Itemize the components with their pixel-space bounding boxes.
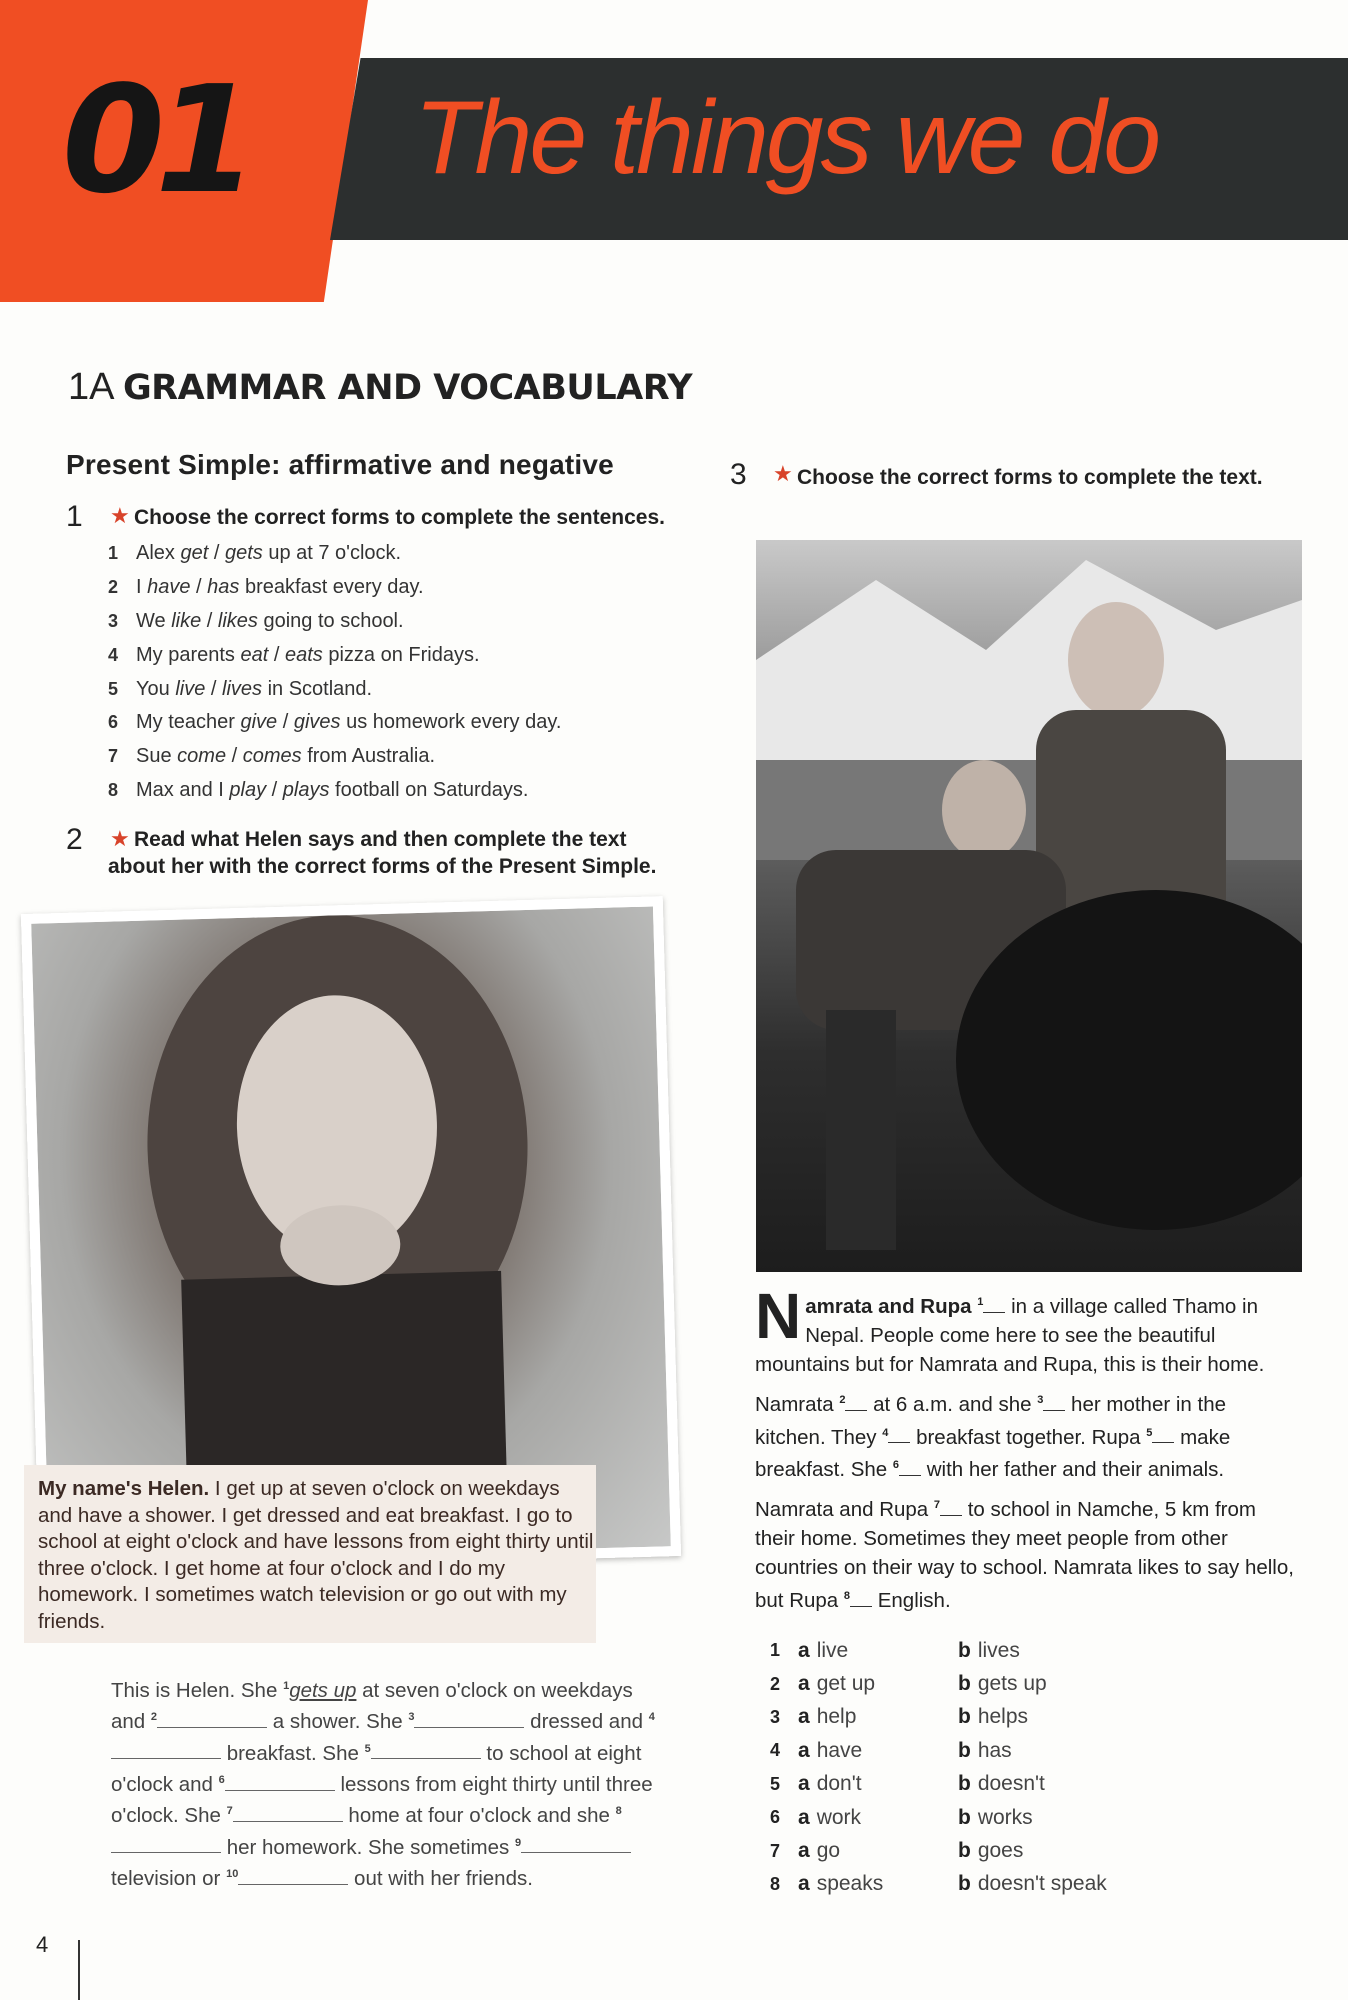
item-number: 4	[108, 644, 119, 665]
helen-quote-lead: My name's Helen.	[38, 1477, 210, 1500]
exercise-2-instruction-line-1: Read what Helen says and then complete the text	[134, 828, 627, 851]
option-number: 1	[770, 1640, 781, 1661]
example-answer: gets up	[289, 1678, 357, 1702]
page-number-rule	[78, 1940, 80, 2000]
story-text-part: to school in Namche, 5 km from their home. Sometimes they meet people from other countries on their way to school. Namrata likes to say hello, but Rupa	[755, 1498, 1294, 1612]
option-a[interactable]	[798, 1705, 958, 1729]
choice-option-1[interactable]: like	[171, 609, 202, 632]
option-b-text: helps	[977, 1705, 1029, 1729]
gap-1[interactable]	[983, 1296, 1005, 1313]
choice-separator: /	[277, 711, 294, 734]
option-a[interactable]	[798, 1739, 958, 1763]
item-number: 7	[108, 746, 119, 767]
exercise-3-number: 3	[730, 458, 747, 491]
sentence-suffix: breakfast every day.	[239, 576, 424, 599]
option-a[interactable]	[798, 1672, 958, 1696]
story-text-part: her mother in the kitchen. They	[755, 1392, 1227, 1449]
choice-option-2[interactable]: eats	[284, 643, 323, 666]
choice-option-2[interactable]: lives	[222, 677, 263, 700]
sentence-prefix: We	[136, 609, 172, 632]
sentence-item	[108, 706, 668, 740]
choice-option-2[interactable]: likes	[217, 609, 258, 632]
option-number: 2	[770, 1673, 781, 1694]
section-title: GRAMMAR AND VOCABULARY	[122, 368, 693, 408]
choice-separator: /	[268, 643, 285, 666]
choice-separator: /	[201, 609, 218, 632]
item-number: 2	[108, 577, 119, 598]
story-text-part: English.	[872, 1588, 951, 1612]
exercise-2-instruction-line-2: about her with the correct forms of the Present Simple.	[108, 855, 657, 878]
gap-text-part: television or	[111, 1866, 227, 1890]
option-b-text: gets up	[977, 1672, 1047, 1696]
exercise-3-instruction: Choose the correct forms to complete the text.	[797, 466, 1263, 489]
story-text-part: with her father and their animals.	[921, 1458, 1225, 1482]
sentence-item	[108, 571, 668, 605]
option-b-text: doesn't	[977, 1772, 1045, 1796]
option-a-text: speaks	[816, 1872, 884, 1896]
choice-option-1[interactable]: play	[229, 778, 267, 801]
option-row	[770, 1667, 1190, 1700]
section-heading	[68, 368, 692, 406]
exercise-1-number: 1	[66, 500, 83, 533]
gap-text-part: home at four o'clock and she	[342, 1804, 616, 1828]
option-row	[770, 1868, 1190, 1901]
helen-gap-text: This is Helen. She $^1$gets up at seven o'clock on weekdays and $^2$ a shower. She $^3$ dressed and $^4$ breakfast. She $^5$ to school at eight o'clock and $^6$ lessons from eight thirty until three o'clock. She $^7$ home at four o'clock and she $^8$ her homework. She sometimes $^9$ television or $^{10}$ out with her friends.	[111, 1678, 655, 1890]
story-text-part: make breakfast. She	[755, 1425, 1231, 1482]
option-b-letter: b	[958, 1839, 971, 1863]
gap-3[interactable]	[414, 1709, 524, 1728]
option-a-text: don't	[816, 1772, 862, 1796]
choice-separator: /	[266, 778, 283, 801]
option-b[interactable]	[958, 1672, 1047, 1696]
gap-text-part: at seven o'clock on weekdays and	[111, 1678, 633, 1734]
option-number: 3	[770, 1706, 781, 1727]
unit-title: The things we do	[414, 80, 1159, 196]
gap-4[interactable]	[888, 1426, 910, 1443]
option-number: 8	[770, 1873, 781, 1894]
choice-option-1[interactable]: have	[147, 576, 191, 599]
option-b-text: lives	[977, 1638, 1020, 1662]
sentence-suffix: up at 7 o'clock.	[262, 542, 402, 565]
gap-8[interactable]	[850, 1590, 872, 1607]
option-b[interactable]	[958, 1806, 1033, 1830]
exercise-1-list	[108, 537, 668, 807]
helen-quote-body: I get up at seven o'clock on weekdays and have a shower. I get dressed and eat breakfast. I go to school at eight o'clock and have lessons from eight thirty until three o'clock. I get home at four o'clock and I do my homework. I sometimes watch television or go out with my friends.	[38, 1477, 594, 1633]
sentence-item	[108, 740, 668, 774]
exercise-1-instruction: Choose the correct forms to complete the sentences.	[134, 506, 665, 529]
gap-text-part: This is Helen. She	[111, 1678, 284, 1702]
option-a-text: help	[816, 1705, 857, 1729]
star-icon: ★	[110, 504, 130, 529]
option-number: 5	[770, 1773, 781, 1794]
option-b[interactable]	[958, 1872, 1107, 1896]
sentence-suffix: football on Saturdays.	[329, 778, 529, 801]
nepal-photo	[756, 540, 1302, 1272]
exercise-3-options	[770, 1634, 1190, 1901]
option-row	[770, 1768, 1190, 1801]
sentence-item	[108, 638, 668, 672]
story-text-part: at 6 a.m. and she	[867, 1392, 1038, 1416]
choice-option-1[interactable]: come	[177, 745, 227, 768]
option-row	[770, 1634, 1190, 1667]
gap-text-part: out with her friends.	[348, 1866, 533, 1890]
item-number: 6	[108, 712, 119, 733]
sentence-item	[108, 605, 668, 639]
option-b-letter: b	[958, 1738, 971, 1762]
gap-6[interactable]	[225, 1772, 335, 1791]
sentence-suffix: us homework every day.	[340, 711, 562, 734]
option-a-letter: a	[798, 1839, 810, 1863]
choice-option-1[interactable]: get	[180, 542, 209, 565]
sentence-item	[108, 672, 668, 706]
option-b-letter: b	[958, 1872, 971, 1896]
option-a[interactable]	[798, 1839, 958, 1863]
gap-9[interactable]	[521, 1834, 631, 1853]
option-a-text: have	[816, 1738, 863, 1762]
sentence-prefix: Max and I	[136, 778, 230, 801]
option-b[interactable]	[958, 1639, 1020, 1663]
option-row	[770, 1734, 1190, 1767]
gap-2[interactable]	[157, 1709, 267, 1728]
item-number: 3	[108, 610, 119, 631]
gap-5[interactable]	[371, 1740, 481, 1759]
gap-text-part: breakfast. She	[221, 1741, 365, 1765]
option-row	[770, 1834, 1190, 1867]
grammar-subheading: Present Simple: affirmative and negative	[66, 449, 614, 480]
gap-10[interactable]	[238, 1866, 348, 1885]
choice-separator: /	[190, 576, 208, 599]
sentence-suffix: pizza on Fridays.	[322, 643, 480, 666]
option-a-text: work	[816, 1805, 862, 1829]
page-number: 4	[36, 1932, 49, 1957]
option-b-text: has	[977, 1738, 1012, 1762]
gap-6[interactable]	[899, 1459, 921, 1476]
option-a-letter: a	[798, 1738, 810, 1762]
option-a[interactable]	[798, 1872, 958, 1896]
item-number: 5	[108, 678, 119, 699]
option-a[interactable]	[798, 1639, 958, 1663]
option-number: 4	[770, 1740, 781, 1761]
sentence-item	[108, 774, 668, 808]
sentence-prefix: Sue	[136, 745, 178, 768]
sentence-suffix: in Scotland.	[262, 677, 373, 700]
choice-option-1[interactable]: live	[175, 677, 206, 700]
story-lead: amrata and Rupa	[805, 1294, 972, 1318]
exercise-2-number: 2	[66, 823, 83, 856]
sentence-prefix: My parents	[136, 643, 241, 666]
option-b-letter: b	[958, 1672, 971, 1696]
star-icon: ★	[773, 462, 793, 487]
gap-2[interactable]	[845, 1394, 867, 1411]
option-a-letter: a	[798, 1805, 810, 1829]
section-code: 1A	[68, 366, 113, 408]
gap-text-part: to school at eight o'clock and	[111, 1741, 642, 1796]
sentence-prefix: I	[136, 576, 148, 599]
choice-option-1[interactable]: give	[240, 711, 278, 734]
choice-option-1[interactable]: eat	[240, 643, 269, 666]
gap-text-part: dressed and	[524, 1710, 649, 1734]
sentence-suffix: from Australia.	[301, 745, 436, 768]
option-a-letter: a	[798, 1638, 810, 1662]
option-a-text: live	[816, 1638, 849, 1662]
gap-3[interactable]	[1043, 1394, 1065, 1411]
choice-option-2[interactable]: plays	[282, 778, 330, 801]
option-a[interactable]	[798, 1772, 958, 1796]
story-text-part: Namrata and Rupa	[755, 1498, 934, 1522]
option-b-text: doesn't speak	[977, 1872, 1107, 1896]
gap-8[interactable]	[111, 1834, 221, 1853]
story-text-part: Namrata	[755, 1392, 840, 1416]
option-a-text: go	[816, 1839, 841, 1863]
option-a-letter: a	[798, 1872, 810, 1896]
gap-7[interactable]	[233, 1803, 343, 1822]
nepal-photo-illustration	[756, 540, 1302, 1272]
option-a-letter: a	[798, 1672, 810, 1696]
choice-option-2[interactable]: has	[207, 576, 240, 599]
option-b-letter: b	[958, 1638, 971, 1662]
option-number: 6	[770, 1807, 781, 1828]
option-number: 7	[770, 1840, 781, 1861]
option-b-text: works	[977, 1805, 1033, 1829]
gap-7[interactable]	[940, 1499, 962, 1516]
gap-text-part: lessons from eight thirty until three o'clock. She	[111, 1772, 653, 1828]
option-row	[770, 1701, 1190, 1734]
story-text-part: breakfast together. Rupa	[910, 1425, 1147, 1449]
sentence-prefix: Alex	[136, 542, 181, 565]
drop-cap: N	[755, 1280, 802, 1352]
unit-number: 01	[62, 54, 248, 226]
sentence-prefix: You	[136, 677, 176, 700]
option-b[interactable]	[958, 1772, 1045, 1796]
option-a[interactable]	[798, 1806, 958, 1830]
sentence-item	[108, 537, 668, 571]
option-b[interactable]	[958, 1839, 1023, 1863]
choice-option-2[interactable]: comes	[242, 745, 302, 768]
sentence-prefix: My teacher	[136, 711, 241, 734]
choice-option-2[interactable]: gives	[293, 711, 341, 734]
gap-4[interactable]	[111, 1740, 221, 1759]
gap-5[interactable]	[1152, 1426, 1174, 1443]
option-b[interactable]	[958, 1705, 1028, 1729]
option-b[interactable]	[958, 1739, 1012, 1763]
choice-separator: /	[226, 745, 243, 768]
option-b-letter: b	[958, 1705, 971, 1729]
story-text-part: in a village called Thamo in Nepal. People come here to see the beautiful mountains but for Namrata and Rupa, this is their home.	[755, 1294, 1265, 1376]
namrata-reading-text: Namrata and Rupa $^1$ in a village called Thamo in Nepal. People come here to see the beautiful mountains but for Namrata and Rupa, this is their home. Namrata $^2$ at 6 a.m. and she $^3$ her mother in the kitchen. They $^4$ breakfast together. Rupa $^5$ make breakfast. She $^6$ with her father and their animals. Namrata and Rupa $^7$ to school in Namche, 5 km from their home. Sometimes they meet people from other countries on their way to school. Namrata likes to say hello, but Rupa $^8$ English.	[755, 1280, 1294, 1612]
option-a-text: get up	[816, 1672, 876, 1696]
option-a-letter: a	[798, 1705, 810, 1729]
option-b-letter: b	[958, 1805, 971, 1829]
option-row	[770, 1801, 1190, 1834]
helen-quote	[38, 1476, 594, 1635]
option-b-text: goes	[977, 1839, 1024, 1863]
choice-option-2[interactable]: gets	[224, 542, 263, 565]
sentence-suffix: going to school.	[257, 609, 404, 632]
item-number: 1	[108, 543, 119, 564]
option-a-letter: a	[798, 1772, 810, 1796]
choice-separator: /	[205, 677, 222, 700]
gap-text-part: a shower. She	[267, 1710, 409, 1734]
choice-separator: /	[208, 542, 225, 565]
option-b-letter: b	[958, 1772, 971, 1796]
item-number: 8	[108, 779, 119, 800]
gap-text-part: her homework. She sometimes	[221, 1835, 515, 1859]
star-icon: ★	[110, 827, 130, 852]
